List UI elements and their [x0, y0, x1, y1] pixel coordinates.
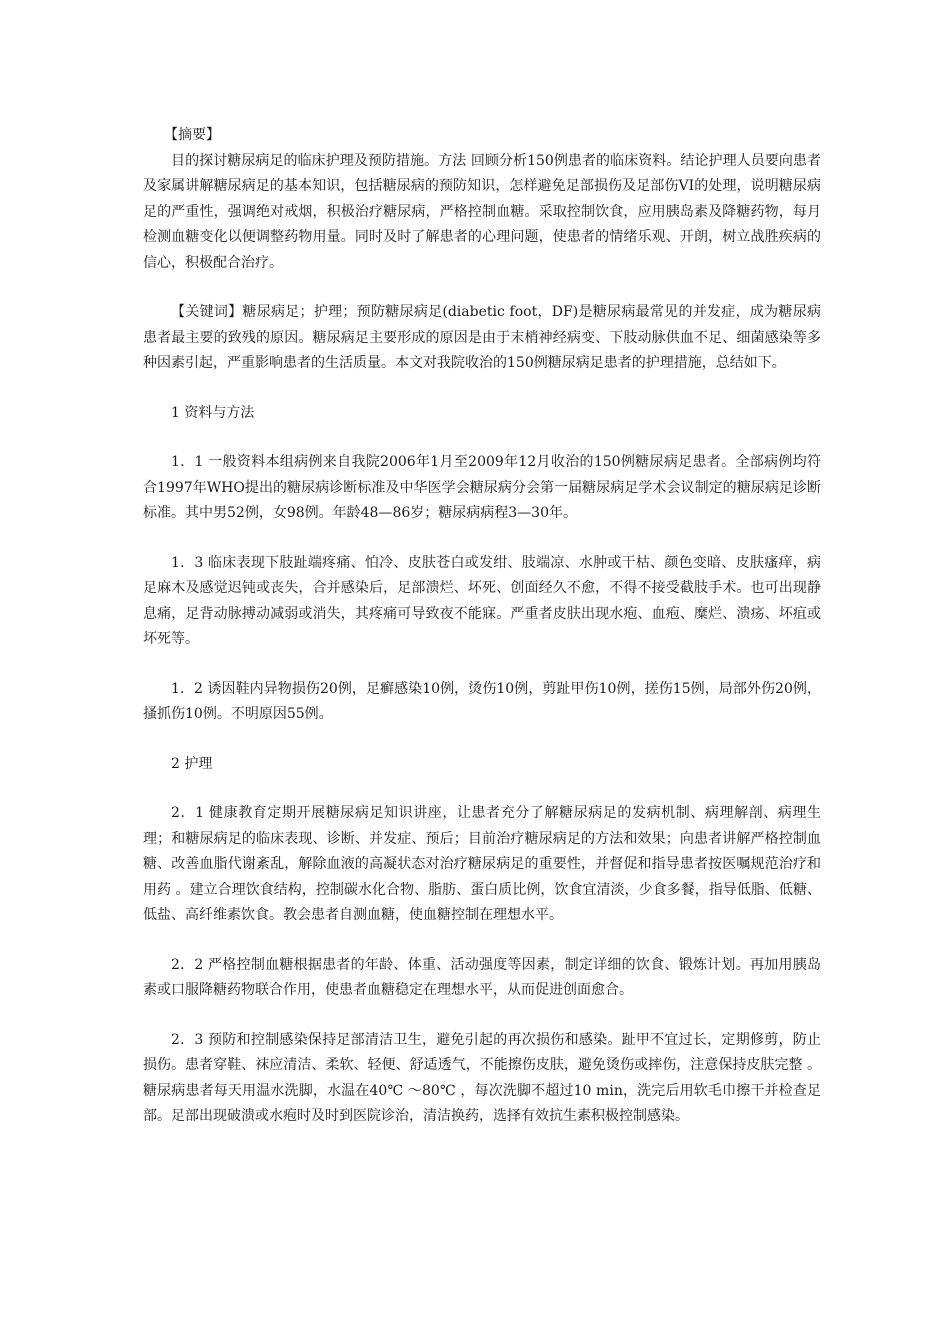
- paragraph-1-3: 1．3 临床表现下肢趾端疼痛、怕冷、皮肤苍白或发绀、肢端凉、水肿或干枯、颜色变暗、皮肤瘙痒，病足麻木及感觉迟钝或丧失，合并感染后，足部溃烂、坏死、创面经久不愈，不得不接受截肢手术。也可出现静息痛，足背动脉搏动减弱或消失，其疼痛可导致夜不能寐。严重者皮肤出现水疱、血疱、糜烂、溃疡、坏疽或坏死等。: [143, 554, 821, 647]
- paragraph-1-2: 1．2 诱因鞋内异物损伤20例，足癣感染10例，烫伤10例，剪趾甲伤10例，搓伤15例，局部外伤20例，搔抓伤10例。不明原因55例。: [143, 680, 821, 722]
- spacer: [143, 377, 821, 401]
- spacer: [143, 276, 821, 300]
- spacer: [143, 527, 821, 551]
- abstract-paragraph: 目的探讨糖尿病足的临床护理及预防措施。方法 回顾分析150例患者的临床资料。结论护理人员要向患者及家属讲解糖尿病足的基本知识，包括糖尿病的预防知识，怎样避免足部损伤及足部伤VI的处理，说明糖尿病足的严重性，强调绝对戒烟，积极治疗糖尿病，严格控制血糖。采取控制饮食，应用胰岛素及降糖药物，每月检测血糖变化以便调整药物用量。同时及时了解患者的心理问题，使患者的情绪乐观、开朗，树立战胜疾病的信心，积极配合治疗。: [143, 152, 821, 271]
- section-heading-1: 1 资料与方法: [171, 404, 255, 421]
- spacer: [143, 777, 821, 801]
- spacer: [143, 929, 821, 953]
- spacer: [143, 426, 821, 450]
- paragraph-2-1: 2．1 健康教育定期开展糖尿病足知识讲座，让患者充分了解糖尿病足的发病机制、病理解剖、病理生理；和糖尿病足的临床表现、诊断、并发症、预后；目前治疗糖尿病足的方法和效果；向患者讲解严格控制血糖、改善血脂代谢紊乱，解除血液的高凝状态对治疗糖尿病足的重要性，并督促和指导患者按医嘱规范治疗和用药 。建立合理饮食结构，控制碳水化合物、脂肪、蛋白质比例，饮食宜清淡，少食多餐，指导低脂、低糖、低盐、高纤维素饮食。教会患者自测血糖，使血糖控制在理想水平。: [143, 805, 821, 923]
- spacer: [143, 728, 821, 752]
- spacer: [143, 1004, 821, 1028]
- section-heading-2: 2 护理: [171, 755, 213, 772]
- spacer: [143, 653, 821, 677]
- paragraph-1-1: 1．1 一般资料本组病例来自我院2006年1月至2009年12月收治的150例糖尿病足患者。全部病例均符合1997年WHO提出的糖尿病诊断标准及中华医学会糖尿病分会第一届糖尿病足学术会议制定的糖尿病足诊断标准。其中男52例，女98例。年龄48—86岁；糖尿病病程3—30年。: [143, 454, 821, 521]
- document-body: [143, 123, 821, 1130]
- keywords-paragraph: 【关键词】糖尿病足；护理；预防糖尿病足(diabetic foot，DF)是糖尿病最常见的并发症，成为糖尿病患者最主要的致残的原因。糖尿病足主要形成的原因是由于末梢神经病变、下肢动脉供血不足、细菌感染等多种因素引起，严重影响患者的生活质量。本文对我院收治的150例糖尿病足患者的护理措施，总结如下。: [143, 304, 821, 371]
- paragraph-2-2: 2．2 严格控制血糖根据患者的年龄、体重、活动强度等因素，制定详细的饮食、锻炼计划。再加用胰岛素或口服降糖药物联合作用，使患者血糖稳定在理想水平，从而促进创面愈合。: [143, 956, 821, 998]
- abstract-heading: 【摘要】: [164, 127, 220, 143]
- paragraph-2-3: 2．3 预防和控制感染保持足部清洁卫生，避免引起的再次损伤和感染。趾甲不宜过长，定期修剪，防止损伤。患者穿鞋、袜应清洁、柔软、轻便、舒适透气，不能擦伤皮肤，避免烫伤或摔伤，注意保持皮肤完整 。糖尿病患者每天用温水洗脚，水温在40℃ ～80℃ ，每次洗脚不超过10 min，洗完后用软毛巾擦干并检查足部。足部出现破溃或水疱时及时到医院诊治，清洁换药，选择有效抗生素积极控制感染。: [143, 1031, 821, 1124]
